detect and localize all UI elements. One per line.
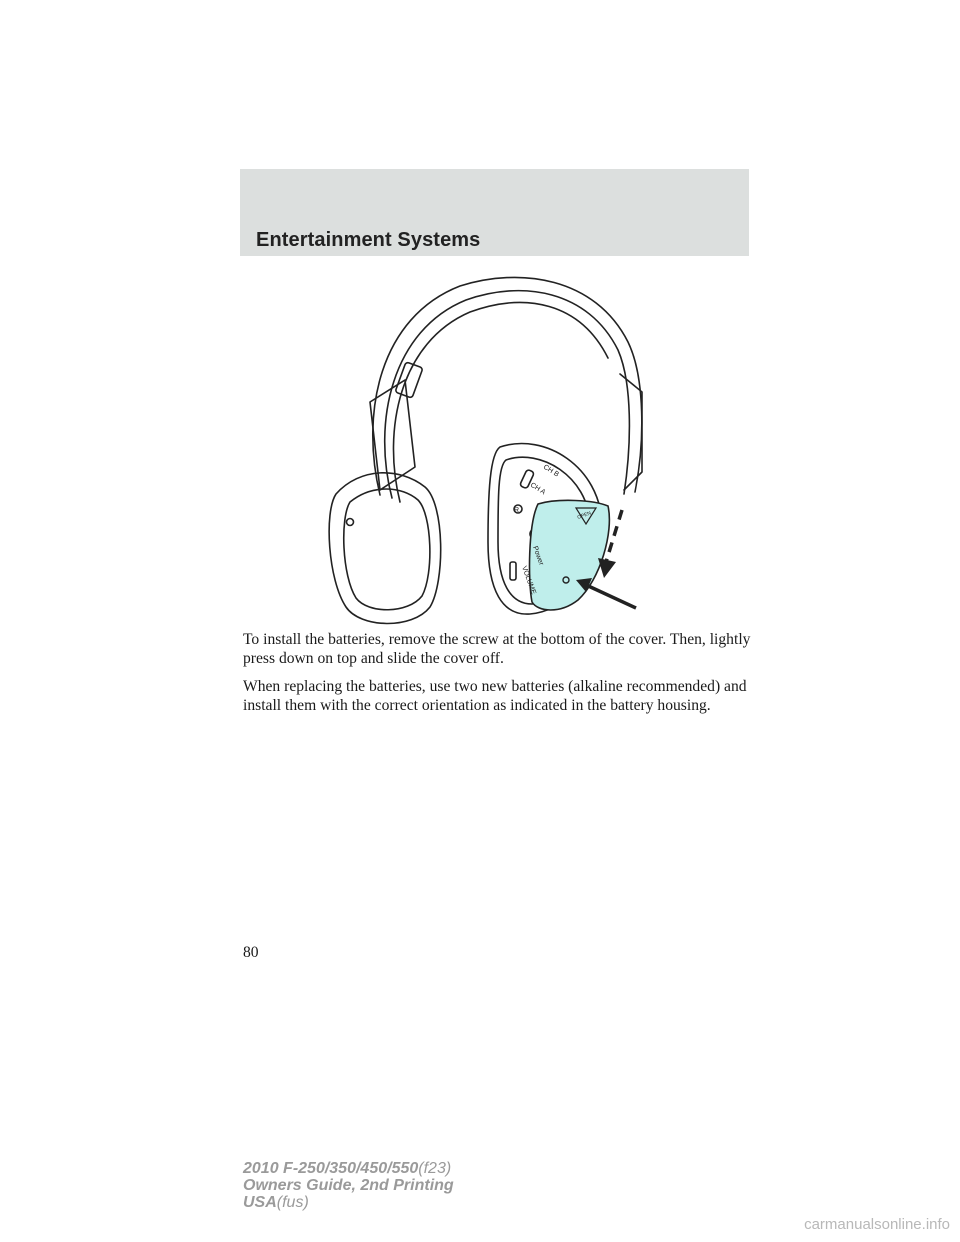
headphones-figure [240,262,749,626]
label-cover-open: OPEN [576,510,593,521]
label-power: Power [531,545,545,567]
label-ch-a: CH A [528,481,547,497]
section-header-band [240,169,749,256]
footer-market: USA [243,1194,277,1211]
wireless-headphones-illustration-icon [240,262,749,626]
page-number: 80 [243,944,259,961]
label-r: R [514,507,520,514]
footer-printing: Owners Guide, 2nd Printing [243,1177,454,1194]
label-volume: VOLUME [520,565,537,596]
document-footer [243,1160,454,1211]
paragraph: When replacing the batteries, use two new batteries (alkaline recommended) and install them with the correct orientation as indicated in the battery housing. [243,678,747,714]
footer-market-code: (fus) [276,1194,309,1211]
label-ch-b: CH B [541,463,560,479]
site-watermark: carmanualsonline.info [804,1216,950,1233]
instructions-text [243,630,753,724]
footer-model-code: (f23) [418,1160,452,1177]
section-title: Entertainment Systems [256,229,481,251]
footer-model: 2010 F-250/350/450/550 [243,1160,419,1177]
paragraph: To install the batteries, remove the screw at the bottom of the cover. Then, lightly press down on top and slide the cover off. [243,631,751,667]
